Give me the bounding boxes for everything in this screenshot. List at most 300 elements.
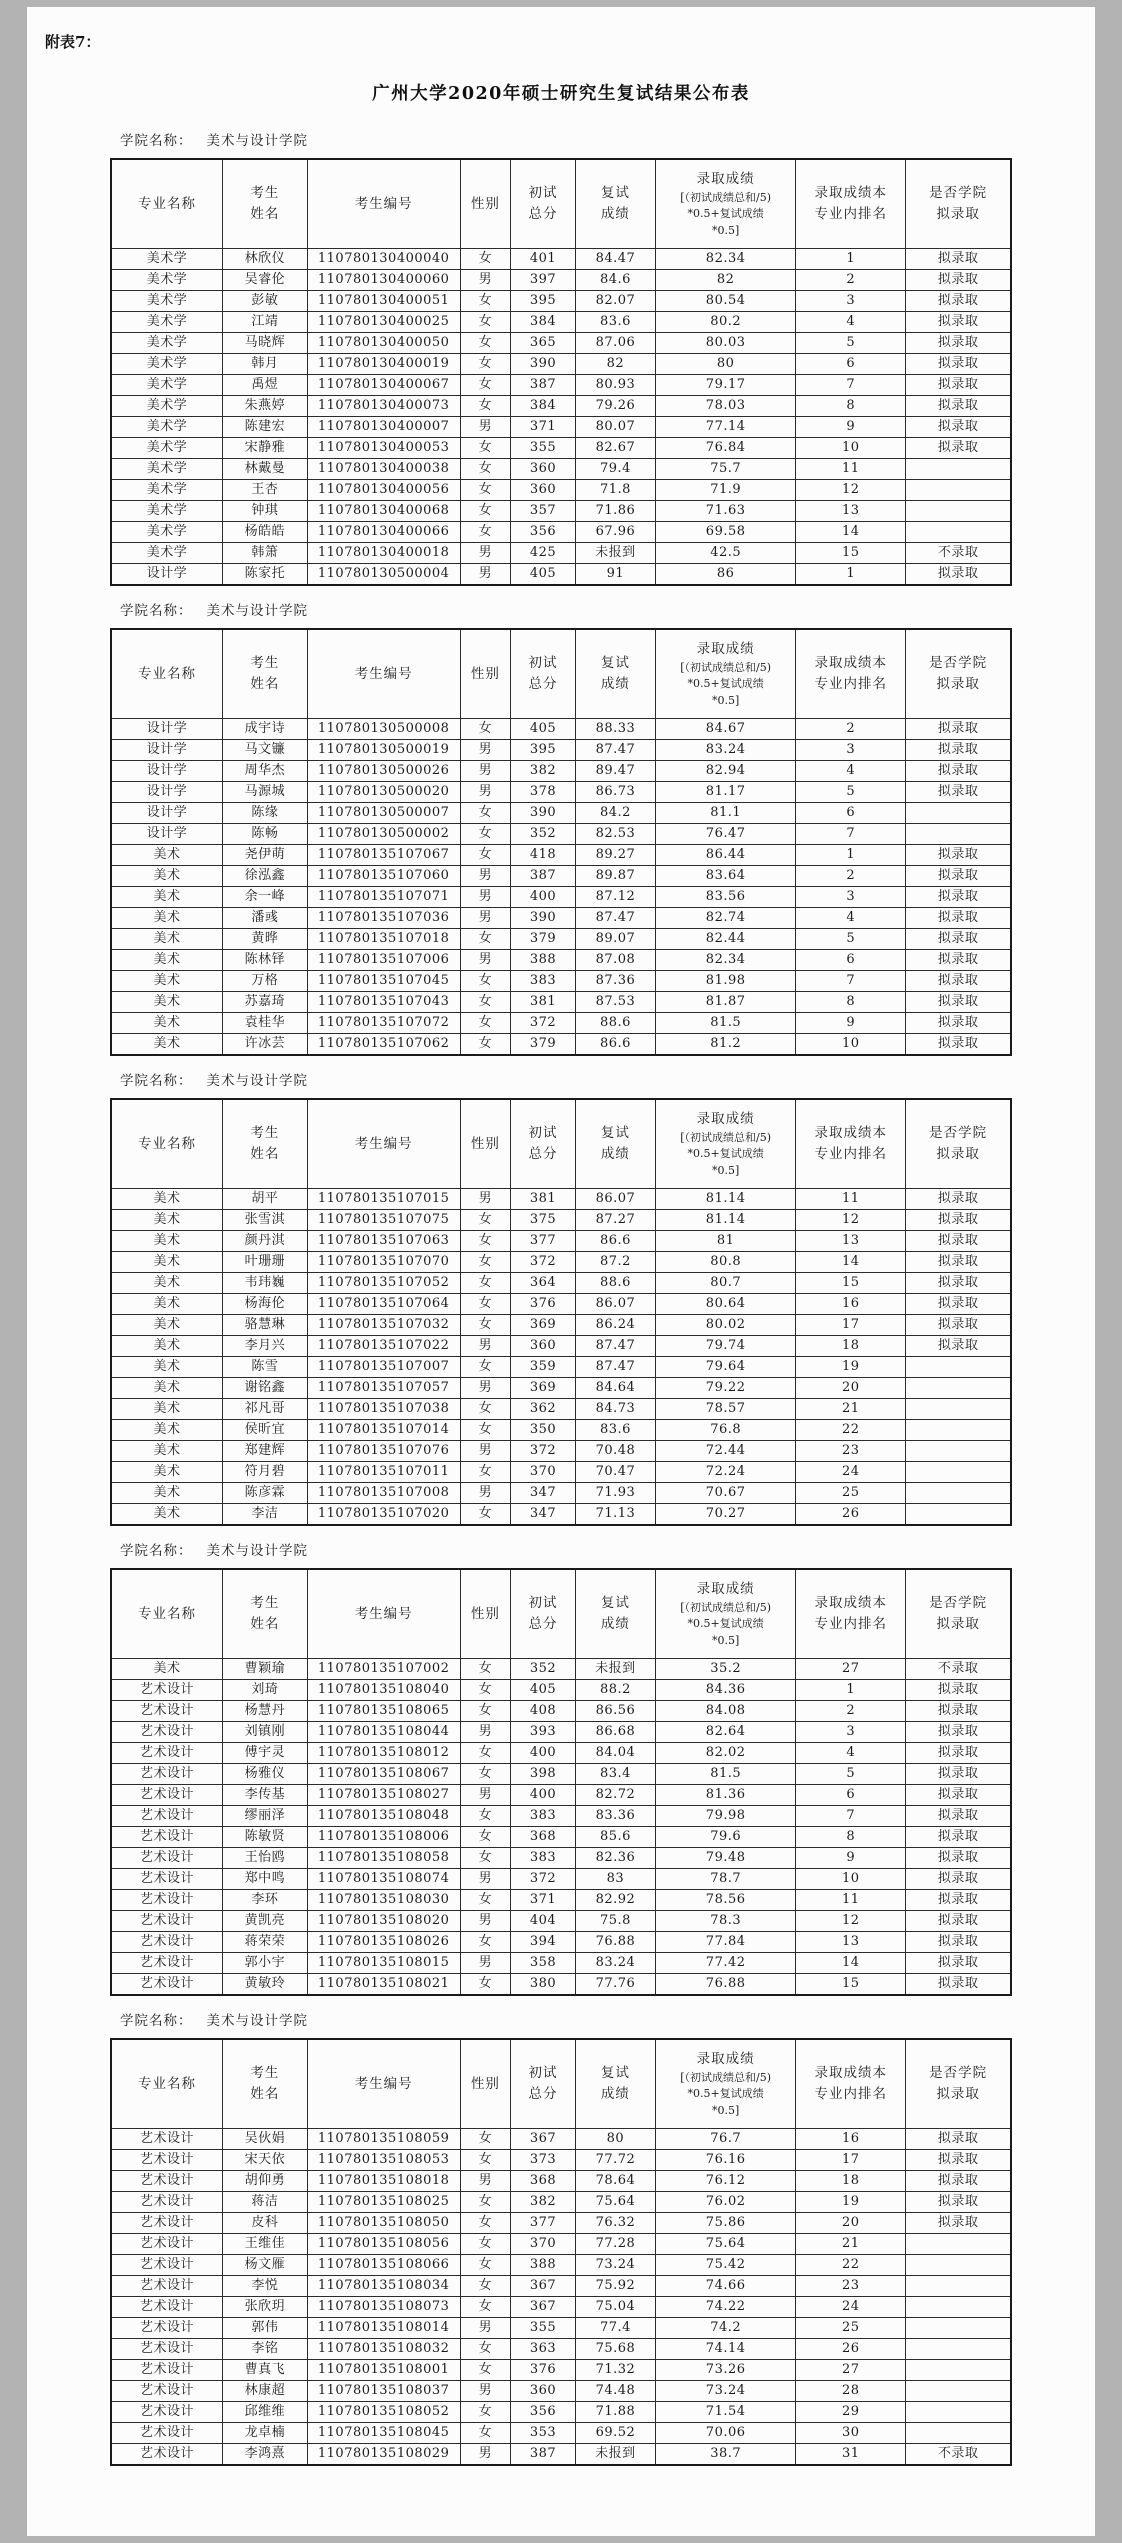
table-cell-major-rank: 8 — [796, 396, 906, 417]
table-cell-retest-score: 82.72 — [575, 1785, 655, 1806]
table-cell-major-rank: 5 — [796, 1764, 906, 1785]
table-cell-candidate-number: 110780130400050 — [307, 333, 460, 354]
table-cell-gender: 男 — [460, 1336, 510, 1357]
table-cell-retest-score: 88.6 — [575, 1013, 655, 1034]
table-cell-admission-score: 81.5 — [655, 1013, 795, 1034]
table-row — [111, 1034, 1011, 1056]
table-cell-admit-status — [906, 459, 1011, 480]
table-row — [111, 2171, 1011, 2192]
table-cell-retest-score: 88.2 — [575, 1680, 655, 1701]
table-cell-major: 艺术设计 — [111, 2150, 223, 2171]
table-cell-admit-status — [906, 1399, 1011, 1420]
table-cell-initial-score: 387 — [511, 375, 576, 396]
table-cell-admission-score: 76.84 — [655, 438, 795, 459]
results-table — [110, 628, 1012, 1056]
table-cell-candidate-name: 缪丽泽 — [223, 1806, 308, 1827]
header-cell-retest-score: 复试 成绩 — [575, 2039, 655, 2129]
table-cell-major-rank: 12 — [796, 1210, 906, 1231]
table-cell-retest-score: 88.33 — [575, 719, 655, 740]
page-title: 广州大学2020年硕士研究生复试结果公布表 — [372, 84, 750, 104]
table-cell-retest-score: 83.24 — [575, 1953, 655, 1974]
table-row — [111, 1869, 1011, 1890]
table-cell-gender: 男 — [460, 1378, 510, 1399]
table-cell-candidate-number: 110780135108020 — [307, 1911, 460, 1932]
table-cell-retest-score: 85.6 — [575, 1827, 655, 1848]
table-cell-admit-status: 拟录取 — [906, 2192, 1011, 2213]
table-cell-candidate-name: 杨海伦 — [223, 1294, 308, 1315]
table-cell-initial-score: 405 — [511, 719, 576, 740]
table-cell-admit-status: 拟录取 — [906, 908, 1011, 929]
header-cell-major: 专业名称 — [111, 2039, 223, 2129]
table-cell-retest-score: 未报到 — [575, 2444, 655, 2466]
table-row — [111, 291, 1011, 312]
table-cell-gender: 男 — [460, 270, 510, 291]
table-cell-admission-score: 78.7 — [655, 1869, 795, 1890]
header-cell-admission-score: 录取成绩 [（初试成绩总和/5) *0.5+复试成绩 *0.5] — [655, 2039, 795, 2129]
table-cell-major-rank: 13 — [796, 501, 906, 522]
table-cell-retest-score: 87.12 — [575, 887, 655, 908]
table-cell-major-rank: 13 — [796, 1231, 906, 1252]
header-cell-gender: 性别 — [460, 159, 510, 249]
table-cell-major-rank: 29 — [796, 2402, 906, 2423]
table-row — [111, 1013, 1011, 1034]
table-cell-admission-score: 75.7 — [655, 459, 795, 480]
header-row — [111, 1099, 1011, 1189]
table-cell-major: 美术 — [111, 1273, 223, 1294]
table-cell-initial-score: 395 — [511, 291, 576, 312]
table-cell-gender: 男 — [460, 1869, 510, 1890]
table-cell-admission-score: 74.14 — [655, 2339, 795, 2360]
table-cell-candidate-number: 110780135107011 — [307, 1462, 460, 1483]
table-cell-major-rank: 1 — [796, 845, 906, 866]
table-cell-candidate-number: 110780135108001 — [307, 2360, 460, 2381]
table-cell-candidate-number: 110780135107020 — [307, 1504, 460, 1526]
table-cell-retest-score: 71.13 — [575, 1504, 655, 1526]
table-cell-major-rank: 8 — [796, 992, 906, 1013]
table-row — [111, 1378, 1011, 1399]
table-cell-admit-status: 不录取 — [906, 2444, 1011, 2466]
table-cell-major-rank: 9 — [796, 417, 906, 438]
table-cell-admission-score: 80 — [655, 354, 795, 375]
table-cell-initial-score: 359 — [511, 1357, 576, 1378]
table-cell-candidate-name: 郭伟 — [223, 2318, 308, 2339]
table-cell-major-rank: 19 — [796, 1357, 906, 1378]
table-cell-candidate-name: 袁桂华 — [223, 1013, 308, 1034]
table-cell-initial-score: 352 — [511, 1659, 576, 1680]
table-row — [111, 719, 1011, 740]
table-cell-admit-status: 拟录取 — [906, 992, 1011, 1013]
table-cell-gender: 女 — [460, 1848, 510, 1869]
table-cell-gender: 男 — [460, 866, 510, 887]
table-cell-gender: 女 — [460, 1210, 510, 1231]
table-cell-gender: 女 — [460, 1034, 510, 1056]
table-cell-candidate-name: 张欣玥 — [223, 2297, 308, 2318]
table-cell-candidate-name: 胡仰勇 — [223, 2171, 308, 2192]
table-cell-initial-score: 356 — [511, 522, 576, 543]
table-cell-major-rank: 17 — [796, 2150, 906, 2171]
table-cell-major-rank: 19 — [796, 2192, 906, 2213]
table-cell-major: 艺术设计 — [111, 1848, 223, 1869]
table-cell-candidate-number: 110780130500002 — [307, 824, 460, 845]
table-cell-admission-score: 71.63 — [655, 501, 795, 522]
table-cell-admit-status: 拟录取 — [906, 2129, 1011, 2150]
table-cell-candidate-name: 骆慧琳 — [223, 1315, 308, 1336]
table-row — [111, 2444, 1011, 2466]
table-cell-retest-score: 84.04 — [575, 1743, 655, 1764]
table-cell-initial-score: 367 — [511, 2297, 576, 2318]
table-cell-candidate-number: 110780135107002 — [307, 1659, 460, 1680]
table-cell-retest-score: 84.2 — [575, 803, 655, 824]
college-name: 美术与设计学院 — [206, 2013, 308, 2029]
table-cell-admission-score: 78.3 — [655, 1911, 795, 1932]
table-cell-admit-status — [906, 1420, 1011, 1441]
table-cell-gender: 男 — [460, 908, 510, 929]
table-cell-retest-score: 70.47 — [575, 1462, 655, 1483]
table-row — [111, 2150, 1011, 2171]
table-cell-major: 美术 — [111, 1378, 223, 1399]
table-cell-admission-score: 42.5 — [655, 543, 795, 564]
table-cell-major-rank: 21 — [796, 1399, 906, 1420]
table-cell-major-rank: 15 — [796, 1273, 906, 1294]
table-cell-admit-status: 拟录取 — [906, 782, 1011, 803]
header-cell-candidate-number: 考生编号 — [307, 2039, 460, 2129]
table-cell-candidate-name: 叶珊珊 — [223, 1252, 308, 1273]
table-cell-admission-score: 81.17 — [655, 782, 795, 803]
table-row — [111, 761, 1011, 782]
table-cell-major: 设计学 — [111, 824, 223, 845]
table-cell-major-rank: 2 — [796, 270, 906, 291]
table-cell-candidate-name: 陈缘 — [223, 803, 308, 824]
table-row — [111, 2423, 1011, 2444]
table-cell-retest-score: 83.4 — [575, 1764, 655, 1785]
table-cell-major: 艺术设计 — [111, 2339, 223, 2360]
table-cell-admit-status: 拟录取 — [906, 1210, 1011, 1231]
table-cell-major: 设计学 — [111, 719, 223, 740]
table-cell-candidate-name: 宋静雅 — [223, 438, 308, 459]
table-cell-admission-score: 82.74 — [655, 908, 795, 929]
header-cell-major-rank: 录取成绩本 专业内排名 — [796, 629, 906, 719]
table-cell-admit-status: 拟录取 — [906, 761, 1011, 782]
table-cell-gender: 男 — [460, 543, 510, 564]
college-name-line — [120, 1539, 1012, 1559]
table-cell-admission-score: 76.02 — [655, 2192, 795, 2213]
table-cell-gender: 女 — [460, 1315, 510, 1336]
table-cell-admit-status: 拟录取 — [906, 1189, 1011, 1210]
table-cell-candidate-number: 110780135108032 — [307, 2339, 460, 2360]
table-cell-admit-status — [906, 1357, 1011, 1378]
table-cell-major-rank: 3 — [796, 291, 906, 312]
table-cell-major: 美术 — [111, 1315, 223, 1336]
table-cell-initial-score: 405 — [511, 1680, 576, 1701]
table-cell-admission-score: 84.36 — [655, 1680, 795, 1701]
table-cell-major: 艺术设计 — [111, 2255, 223, 2276]
table-row — [111, 1890, 1011, 1911]
table-cell-retest-score: 86.07 — [575, 1294, 655, 1315]
table-row — [111, 1336, 1011, 1357]
table-cell-gender: 女 — [460, 249, 510, 270]
table-cell-admission-score: 35.2 — [655, 1659, 795, 1680]
table-row — [111, 1315, 1011, 1336]
table-cell-initial-score: 363 — [511, 2339, 576, 2360]
table-row — [111, 2381, 1011, 2402]
table-cell-candidate-name: 王杏 — [223, 480, 308, 501]
table-cell-candidate-name: 彭敏 — [223, 291, 308, 312]
table-cell-admission-score: 74.66 — [655, 2276, 795, 2297]
table-cell-major: 美术学 — [111, 291, 223, 312]
table-cell-candidate-name: 江靖 — [223, 312, 308, 333]
table-cell-gender: 女 — [460, 480, 510, 501]
table-cell-gender: 女 — [460, 2213, 510, 2234]
table-cell-candidate-number: 110780135107070 — [307, 1252, 460, 1273]
table-cell-major: 艺术设计 — [111, 1785, 223, 1806]
table-cell-gender: 女 — [460, 1806, 510, 1827]
college-label: 学院名称： — [120, 133, 193, 149]
table-cell-retest-score: 77.28 — [575, 2234, 655, 2255]
table-cell-gender: 男 — [460, 2444, 510, 2466]
table-cell-gender: 女 — [460, 291, 510, 312]
table-cell-gender: 女 — [460, 1294, 510, 1315]
table-cell-admission-score: 70.27 — [655, 1504, 795, 1526]
table-cell-admission-score: 75.42 — [655, 2255, 795, 2276]
table-cell-initial-score: 360 — [511, 480, 576, 501]
table-cell-admit-status — [906, 1483, 1011, 1504]
table-cell-gender: 男 — [460, 782, 510, 803]
table-cell-initial-score: 384 — [511, 396, 576, 417]
table-cell-major-rank: 4 — [796, 908, 906, 929]
table-cell-initial-score: 347 — [511, 1483, 576, 1504]
table-cell-gender: 女 — [460, 1890, 510, 1911]
table-cell-major: 艺术设计 — [111, 1806, 223, 1827]
table-cell-admission-score: 81.36 — [655, 1785, 795, 1806]
table-cell-admit-status: 拟录取 — [906, 1315, 1011, 1336]
table-cell-retest-score: 83.36 — [575, 1806, 655, 1827]
table-cell-retest-score: 76.32 — [575, 2213, 655, 2234]
table-cell-gender: 男 — [460, 2381, 510, 2402]
header-cell-initial-score: 初试 总分 — [511, 1099, 576, 1189]
table-cell-admission-score: 38.7 — [655, 2444, 795, 2466]
table-cell-admit-status: 拟录取 — [906, 2213, 1011, 2234]
table-cell-candidate-name: 皮科 — [223, 2213, 308, 2234]
table-cell-major: 艺术设计 — [111, 2171, 223, 2192]
header-cell-candidate-name: 考生 姓名 — [223, 1569, 308, 1659]
table-cell-major-rank: 10 — [796, 438, 906, 459]
table-row — [111, 1848, 1011, 1869]
table-cell-major-rank: 9 — [796, 1013, 906, 1034]
table-cell-initial-score: 375 — [511, 1210, 576, 1231]
table-row — [111, 971, 1011, 992]
table-cell-major-rank: 25 — [796, 1483, 906, 1504]
table-cell-admit-status: 拟录取 — [906, 270, 1011, 291]
table-cell-admit-status: 拟录取 — [906, 354, 1011, 375]
table-cell-admission-score: 70.67 — [655, 1483, 795, 1504]
table-cell-admit-status: 拟录取 — [906, 887, 1011, 908]
table-cell-major-rank: 23 — [796, 1441, 906, 1462]
table-cell-major: 艺术设计 — [111, 2192, 223, 2213]
table-cell-admit-status: 拟录取 — [906, 438, 1011, 459]
table-cell-major-rank: 20 — [796, 1378, 906, 1399]
table-cell-candidate-number: 110780135107032 — [307, 1315, 460, 1336]
table-cell-candidate-name: 蒋洁 — [223, 2192, 308, 2213]
table-row — [111, 824, 1011, 845]
table-cell-major: 美术学 — [111, 249, 223, 270]
table-cell-major-rank: 16 — [796, 1294, 906, 1315]
table-cell-candidate-name: 谢铭鑫 — [223, 1378, 308, 1399]
table-cell-admit-status: 拟录取 — [906, 564, 1011, 586]
table-cell-retest-score: 87.06 — [575, 333, 655, 354]
table-cell-major-rank: 6 — [796, 950, 906, 971]
table-cell-initial-score: 383 — [511, 1848, 576, 1869]
table-row — [111, 564, 1011, 586]
table-cell-gender: 男 — [460, 1189, 510, 1210]
table-row — [111, 2129, 1011, 2150]
table-row — [111, 1420, 1011, 1441]
table-cell-major: 美术 — [111, 1189, 223, 1210]
table-cell-admit-status: 拟录取 — [906, 417, 1011, 438]
header-row — [111, 1569, 1011, 1659]
table-cell-candidate-name: 马晓辉 — [223, 333, 308, 354]
table-cell-major: 艺术设计 — [111, 2444, 223, 2466]
header-cell-retest-score: 复试 成绩 — [575, 1099, 655, 1189]
table-cell-retest-score: 84.64 — [575, 1378, 655, 1399]
table-cell-retest-score: 86.68 — [575, 1722, 655, 1743]
table-cell-candidate-number: 110780135108030 — [307, 1890, 460, 1911]
table-cell-candidate-name: 万格 — [223, 971, 308, 992]
header-row — [111, 629, 1011, 719]
table-row — [111, 950, 1011, 971]
table-cell-major: 艺术设计 — [111, 2423, 223, 2444]
college-name: 美术与设计学院 — [206, 603, 308, 619]
table-cell-candidate-number: 110780130500026 — [307, 761, 460, 782]
table-cell-initial-score: 357 — [511, 501, 576, 522]
table-row — [111, 1722, 1011, 1743]
table-cell-admission-score: 71.54 — [655, 2402, 795, 2423]
table-cell-retest-score: 86.56 — [575, 1701, 655, 1722]
table-cell-candidate-name: 蒋荣荣 — [223, 1932, 308, 1953]
table-cell-retest-score: 89.27 — [575, 845, 655, 866]
table-cell-initial-score: 397 — [511, 270, 576, 291]
table-cell-admission-score: 81.14 — [655, 1189, 795, 1210]
college-name-line — [120, 129, 1012, 149]
header-cell-major: 专业名称 — [111, 1099, 223, 1189]
table-cell-candidate-name: 郑建辉 — [223, 1441, 308, 1462]
table-row — [111, 1357, 1011, 1378]
table-cell-major: 美术学 — [111, 480, 223, 501]
table-cell-admit-status — [906, 1462, 1011, 1483]
table-cell-admission-score: 80.03 — [655, 333, 795, 354]
table-cell-candidate-name: 李鸿熹 — [223, 2444, 308, 2466]
college-name: 美术与设计学院 — [206, 1543, 308, 1559]
table-cell-admission-score: 79.64 — [655, 1357, 795, 1378]
header-cell-major: 专业名称 — [111, 1569, 223, 1659]
table-cell-major: 艺术设计 — [111, 1932, 223, 1953]
table-cell-candidate-number: 110780130400073 — [307, 396, 460, 417]
table-cell-initial-score: 364 — [511, 1273, 576, 1294]
table-cell-retest-score: 79.4 — [575, 459, 655, 480]
table-row — [111, 1210, 1011, 1231]
table-cell-gender: 女 — [460, 1399, 510, 1420]
table-cell-admission-score: 80.7 — [655, 1273, 795, 1294]
table-cell-initial-score: 387 — [511, 2444, 576, 2466]
table-cell-candidate-number: 110780135107045 — [307, 971, 460, 992]
table-cell-gender: 女 — [460, 396, 510, 417]
header-cell-admit-status: 是否学院 拟录取 — [906, 1099, 1011, 1189]
table-cell-major: 美术 — [111, 1013, 223, 1034]
table-cell-major-rank: 23 — [796, 2276, 906, 2297]
table-cell-retest-score: 79.26 — [575, 396, 655, 417]
table-cell-initial-score: 388 — [511, 950, 576, 971]
table-cell-retest-score: 82.67 — [575, 438, 655, 459]
table-cell-candidate-name: 李传基 — [223, 1785, 308, 1806]
table-cell-admit-status: 拟录取 — [906, 2171, 1011, 2192]
table-cell-gender: 女 — [460, 719, 510, 740]
table-cell-retest-score: 89.87 — [575, 866, 655, 887]
table-cell-candidate-name: 陈雪 — [223, 1357, 308, 1378]
table-cell-admission-score: 81 — [655, 1231, 795, 1252]
header-cell-gender: 性别 — [460, 2039, 510, 2129]
table-cell-initial-score: 372 — [511, 1013, 576, 1034]
table-cell-major-rank: 28 — [796, 2381, 906, 2402]
table-cell-candidate-number: 110780135107075 — [307, 1210, 460, 1231]
table-cell-candidate-number: 110780135107008 — [307, 1483, 460, 1504]
table-cell-retest-score: 83.6 — [575, 1420, 655, 1441]
table-cell-retest-score: 87.27 — [575, 1210, 655, 1231]
table-row — [111, 1743, 1011, 1764]
table-cell-major-rank: 10 — [796, 1034, 906, 1056]
table-row — [111, 845, 1011, 866]
header-cell-candidate-name: 考生 姓名 — [223, 629, 308, 719]
table-cell-major-rank: 17 — [796, 1315, 906, 1336]
table-cell-candidate-name: 符月碧 — [223, 1462, 308, 1483]
table-row — [111, 1911, 1011, 1932]
table-cell-retest-score: 78.64 — [575, 2171, 655, 2192]
table-cell-retest-score: 87.47 — [575, 1357, 655, 1378]
table-cell-major: 美术学 — [111, 312, 223, 333]
table-cell-major-rank: 20 — [796, 2213, 906, 2234]
table-cell-major-rank: 25 — [796, 2318, 906, 2339]
header-cell-initial-score: 初试 总分 — [511, 159, 576, 249]
table-cell-retest-score: 67.96 — [575, 522, 655, 543]
table-cell-retest-score: 75.64 — [575, 2192, 655, 2213]
table-cell-initial-score: 395 — [511, 740, 576, 761]
table-cell-major-rank: 11 — [796, 459, 906, 480]
table-cell-major: 艺术设计 — [111, 1953, 223, 1974]
table-cell-candidate-number: 110780135107015 — [307, 1189, 460, 1210]
table-cell-gender: 女 — [460, 971, 510, 992]
table-cell-candidate-name: 马文镰 — [223, 740, 308, 761]
table-cell-candidate-number: 110780135107071 — [307, 887, 460, 908]
table-cell-retest-score: 75.68 — [575, 2339, 655, 2360]
table-cell-retest-score: 75.04 — [575, 2297, 655, 2318]
table-cell-initial-score: 393 — [511, 1722, 576, 1743]
table-cell-initial-score: 381 — [511, 1189, 576, 1210]
table-cell-major: 美术学 — [111, 375, 223, 396]
table-cell-admit-status: 拟录取 — [906, 1911, 1011, 1932]
table-cell-admission-score: 81.5 — [655, 1764, 795, 1785]
table-row — [111, 1680, 1011, 1701]
table-cell-initial-score: 377 — [511, 2213, 576, 2234]
header-cell-major: 专业名称 — [111, 159, 223, 249]
table-cell-candidate-name: 林康超 — [223, 2381, 308, 2402]
table-cell-retest-score: 88.6 — [575, 1273, 655, 1294]
table-cell-gender: 女 — [460, 845, 510, 866]
table-cell-initial-score: 401 — [511, 249, 576, 270]
table-cell-retest-score: 75.8 — [575, 1911, 655, 1932]
table-cell-initial-score: 370 — [511, 2234, 576, 2255]
table-cell-admission-score: 79.74 — [655, 1336, 795, 1357]
header-cell-admission-score: 录取成绩 [（初试成绩总和/5) *0.5+复试成绩 *0.5] — [655, 159, 795, 249]
table-row — [111, 1764, 1011, 1785]
table-cell-major-rank: 22 — [796, 2255, 906, 2276]
